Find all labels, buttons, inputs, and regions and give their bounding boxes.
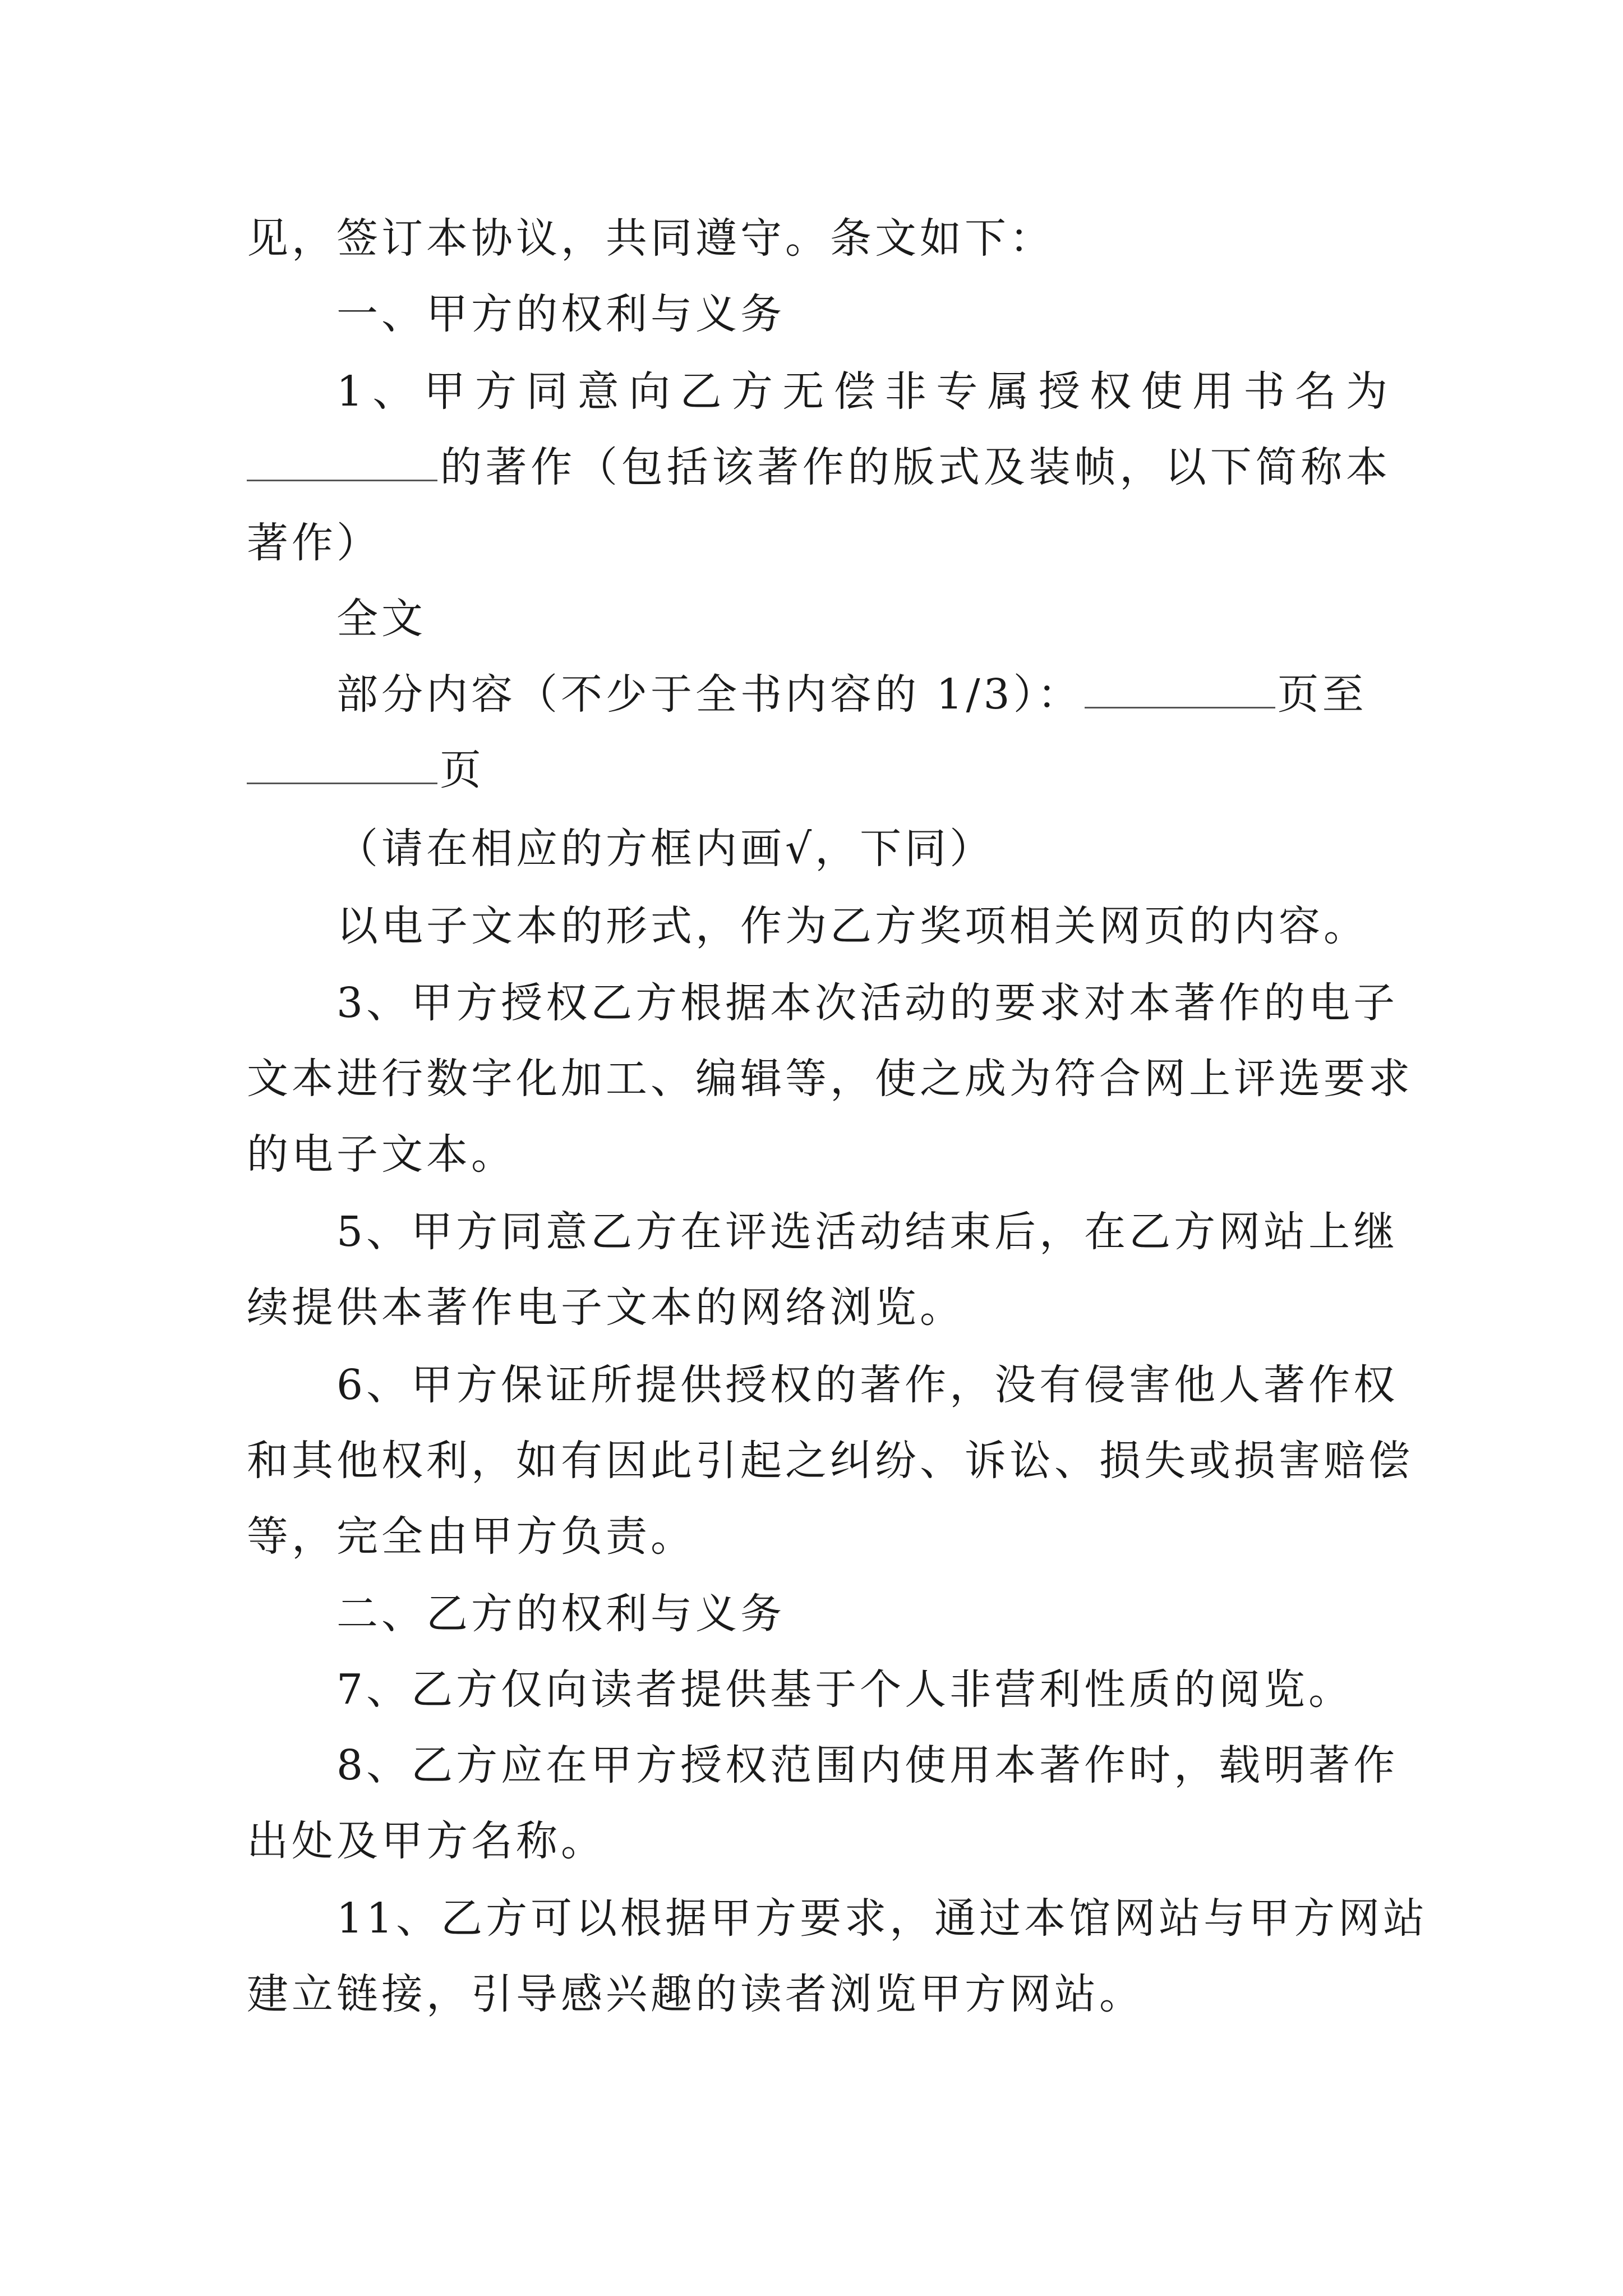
option-partial-content: [336, 666, 1391, 723]
option-partial-content-text: 部分内容（不少于全书内容的 1/3）：: [336, 670, 1082, 719]
usage-form-statement: 以电子文本的形式，作为乙方奖项相关网页的内容。: [336, 902, 1368, 950]
page-label: 页: [440, 746, 485, 794]
book-title-blank: [247, 440, 437, 481]
clause-6-line-1: 6、甲方保证所提供授权的著作，没有侵害他人著作权: [336, 1361, 1399, 1409]
clause-6-line-2: 和其他权利，如有因此引起之纠纷、诉讼、损失或损害赔偿: [247, 1437, 1413, 1485]
clause-3-line-3: 的电子文本。: [247, 1130, 516, 1179]
clause-11-line-1: 11、乙方可以根据甲方要求，通过本馆网站与甲方网站: [336, 1894, 1428, 1943]
start-page-blank: [1085, 668, 1275, 708]
clause-1-line-2-text: 的著作（包括该著作的版式及装帧，以下简称本: [440, 443, 1391, 491]
clause-8-line-1: 8、乙方应在甲方授权范围内使用本著作时，载明著作: [336, 1741, 1399, 1789]
clause-1-line-1: 1、甲方同意向乙方无偿非专属授权使用书名为: [336, 367, 1391, 416]
clause-6-line-3: 等，完全由甲方负责。: [247, 1512, 695, 1561]
option-partial-content-line-2: [247, 742, 1391, 798]
checkbox-instruction: （请在相应的方框内画√，下同）: [336, 825, 995, 873]
clause-1-line-3: 著作）: [247, 519, 381, 567]
clause-5-line-1: 5、甲方同意乙方在评选活动结束后，在乙方网站上继: [336, 1208, 1399, 1256]
clause-3-line-1: 3、甲方授权乙方根据本次活动的要求对本著作的电子: [336, 979, 1399, 1027]
clause-1-line-2: [247, 439, 1391, 495]
section-heading-party-b: 二、乙方的权利与义务: [336, 1590, 785, 1638]
page-to-label: 页至: [1277, 670, 1367, 719]
clause-11-line-2: 建立链接，引导感兴趣的读者浏览甲方网站。: [247, 1970, 1144, 2018]
paragraph-intro-continuation: 见，签订本协议，共同遵守。条文如下：: [247, 214, 1054, 263]
end-page-blank: [247, 743, 437, 784]
clause-8-line-2: 出处及甲方名称。: [247, 1817, 606, 1865]
option-full-text: 全文: [336, 595, 426, 643]
clause-3-line-2: 文本进行数字化加工、编辑等，使之成为符合网上评选要求: [247, 1055, 1413, 1103]
clause-7: 7、乙方仅向读者提供基于个人非营利性质的阅览。: [336, 1665, 1354, 1714]
section-heading-party-a: 一、甲方的权利与义务: [336, 290, 785, 338]
clause-5-line-2: 续提供本著作电子文本的网络浏览。: [247, 1283, 965, 1332]
